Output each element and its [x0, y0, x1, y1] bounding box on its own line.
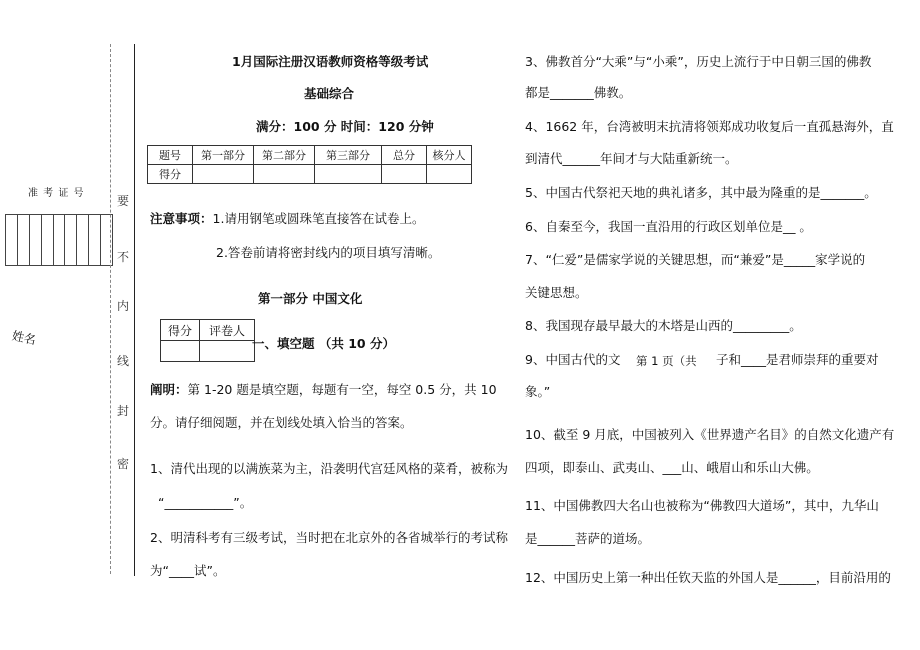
exam-number-label: 准 考 证 号 — [28, 188, 85, 199]
question-4-line-2: 到清代______年间才与大陆重新统一。 — [525, 151, 738, 166]
seal-char-6: 密 — [117, 457, 130, 471]
question-9-line-1b: 子和____是君师崇拜的重要对 — [716, 352, 879, 367]
score-header-qno: 题号 — [148, 146, 193, 165]
grade-header-score: 得分 — [161, 320, 200, 341]
question-5: 5、中国古代祭祀天地的典礼诸多，其中最为隆重的是_______。 — [525, 185, 877, 200]
exam-title: 1月国际注册汉语教师资格等级考试 — [232, 54, 429, 69]
exam-subtitle: 基础综合 — [304, 86, 355, 101]
score-cell[interactable] — [315, 165, 382, 184]
name-label: 姓名 — [10, 328, 38, 348]
score-row-label: 得分 — [148, 165, 193, 184]
question-3-line-2: 都是_______佛教。 — [525, 85, 632, 100]
question-10-line-2: 四项，即泰山、武夷山、___山、峨眉山和乐山大佛。 — [525, 460, 819, 475]
grade-cell[interactable] — [161, 341, 200, 362]
question-10-line-1: 10、截至 9 月底，中国被列入《世界遗产名目》的自然文化遗产有 — [525, 427, 895, 442]
seal-dashed-line — [110, 44, 111, 574]
part1-title: 第一部分 中国文化 — [258, 291, 363, 306]
notes-item-2: 2.答卷前请将密封线内的项目填写清晰。 — [216, 245, 441, 260]
score-cell[interactable] — [382, 165, 427, 184]
score-cell[interactable] — [193, 165, 254, 184]
question-9-line-2: 象。” — [525, 384, 551, 399]
grade-header-grader: 评卷人 — [200, 320, 255, 341]
score-header-total: 总分 — [382, 146, 427, 165]
question-2-line-2: 为“____试”。 — [150, 563, 226, 578]
score-cell[interactable] — [427, 165, 472, 184]
seal-solid-line — [134, 44, 135, 576]
score-table — [147, 145, 472, 184]
question-9-line-1a: 9、中国古代的文 — [525, 352, 621, 367]
score-cell[interactable] — [254, 165, 315, 184]
seal-char-1: 要 — [117, 194, 130, 208]
seal-char-3: 内 — [117, 299, 130, 313]
question-4-line-1: 4、1662 年，台湾被明末抗清将领郑成功收复后一直孤悬海外，直 — [525, 119, 894, 134]
question-12-line-1: 12、中国历史上第一种出任钦天监的外国人是______，目前沿用的 — [525, 570, 891, 585]
question-7-line-1: 7、“仁爱”是儒家学说的关键思想，而“兼爱”是_____家学说的 — [525, 252, 866, 267]
notes-item-1: 1.请用钢笔或圆珠笔直接答在试卷上。 — [212, 211, 425, 226]
question-6: 6、自秦至今，我国一直沿用的行政区划单位是__ 。 — [525, 219, 812, 234]
score-header-part1: 第一部分 — [193, 146, 254, 165]
seal-char-2: 不 — [117, 250, 130, 264]
exam-number-boxes[interactable] — [5, 214, 113, 266]
notes-line-1 — [150, 209, 424, 227]
instruction-line-2: 分。请仔细阅题，并在划线处填入恰当的答案。 — [150, 415, 413, 430]
notes-label: 注意事项： — [150, 211, 213, 226]
instruction-line-1 — [150, 380, 497, 398]
instruction-text-1: 第 1-20 题是填空题，每题有一空，每空 0.5 分，共 10 — [187, 382, 497, 397]
question-7-line-2: 关键思想。 — [525, 285, 588, 300]
section-title: 一、填空题 （共 10 分） — [252, 336, 395, 351]
score-header-part3: 第三部分 — [315, 146, 382, 165]
score-time: 满分：100 分 时间：120 分钟 — [256, 119, 434, 134]
instruction-label: 阐明： — [150, 382, 188, 397]
question-11-line-2: 是______菩萨的道场。 — [525, 531, 651, 546]
score-header-part2: 第二部分 — [254, 146, 315, 165]
score-header-checker: 核分人 — [427, 146, 472, 165]
question-1-line-2: “___________”。 — [158, 495, 253, 510]
grade-cell[interactable] — [200, 341, 255, 362]
question-8: 8、我国现存最早最大的木塔是山西的_________。 — [525, 318, 802, 333]
question-1-line-1: 1、清代出现的以满族菜为主，沿袭明代宫廷风格的菜肴，被称为 — [150, 461, 508, 476]
seal-char-4: 线 — [117, 354, 130, 368]
question-3-line-1: 3、佛教首分“大乘”与“小乘”，历史上流行于中日朝三国的佛教 — [525, 54, 872, 69]
grade-table — [160, 319, 255, 362]
page-footer: 第 1 页（共 — [636, 354, 697, 368]
seal-char-5: 封 — [117, 404, 130, 418]
question-11-line-1: 11、中国佛教四大名山也被称为“佛教四大道场”，其中，九华山 — [525, 498, 879, 513]
question-2-line-1: 2、明清科考有三级考试，当时把在北京外的各省城举行的考试称 — [150, 530, 508, 545]
